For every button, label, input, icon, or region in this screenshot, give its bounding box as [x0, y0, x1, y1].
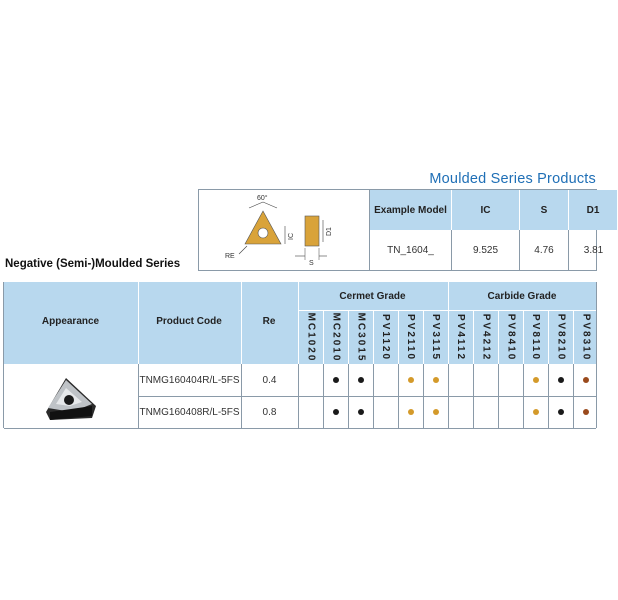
grade-cell — [398, 396, 423, 428]
grade-cell — [348, 396, 373, 428]
grade-label: PV8410 — [505, 313, 516, 361]
grade-header-pv8310 — [573, 312, 598, 362]
grade-header-pv8110 — [523, 312, 548, 362]
example-header-ic: IC — [452, 190, 520, 230]
insert-photo-icon — [36, 372, 106, 424]
grade-header-pv3115 — [423, 312, 448, 362]
grade-cell — [373, 396, 398, 428]
d1-label: D1 — [326, 227, 333, 236]
re-label: RE — [225, 253, 235, 260]
grade-cell — [398, 364, 423, 396]
side-view-icon — [305, 216, 319, 246]
grade-cell — [573, 396, 598, 428]
black-dot-icon — [333, 409, 339, 415]
grade-cell — [423, 364, 448, 396]
example-value-d1: 3.81 — [583, 244, 604, 256]
gold-dot-icon — [533, 377, 539, 383]
grade-header-mc2010 — [323, 312, 348, 362]
example-header-s: S — [520, 190, 569, 230]
grade-cell — [548, 396, 573, 428]
grade-cell — [523, 364, 548, 396]
grade-cell — [373, 364, 398, 396]
header-appearance: Appearance — [41, 316, 100, 327]
header-re: Re — [262, 316, 276, 327]
black-dot-icon — [558, 377, 564, 383]
grade-header-pv4112 — [448, 312, 473, 362]
grade-cell — [523, 396, 548, 428]
triangle-insert-icon — [245, 211, 281, 244]
header-product-code: Product Code — [156, 316, 222, 327]
gold-dot-icon — [433, 377, 439, 383]
grade-label: PV2110 — [405, 313, 417, 361]
product-code-cell: TNMG160408R/L-5FS — [139, 406, 240, 418]
re-cell: 0.8 — [262, 406, 277, 418]
grade-label: MC3015 — [355, 312, 366, 362]
gold-dot-icon — [433, 409, 439, 415]
example-value-ic: 9.525 — [452, 230, 520, 270]
black-dot-icon — [358, 409, 364, 415]
grade-header-pv8410 — [498, 312, 523, 362]
grade-cell — [448, 396, 473, 428]
grade-cell — [348, 364, 373, 396]
grade-label: PV8310 — [580, 313, 591, 361]
grade-header-mc1020 — [298, 312, 323, 362]
grade-cell — [473, 364, 498, 396]
brown-dot-icon — [583, 409, 589, 415]
example-box — [198, 189, 604, 271]
grade-label: PV4112 — [455, 313, 467, 361]
s-label: S — [309, 260, 314, 267]
grade-cell — [498, 364, 523, 396]
grade-label: PV1120 — [380, 313, 392, 361]
gold-dot-icon — [408, 409, 414, 415]
black-dot-icon — [558, 409, 564, 415]
grade-label: PV4212 — [480, 313, 491, 361]
product-code-cell: TNMG160404R/L-5FS — [139, 374, 240, 386]
grade-label: PV8110 — [530, 313, 542, 361]
grade-cell — [473, 396, 498, 428]
grade-header-mc3015 — [348, 312, 373, 362]
insert-diagram — [199, 190, 370, 270]
insert-drawing — [199, 190, 370, 270]
grade-cell — [548, 364, 573, 396]
grade-cell — [323, 364, 348, 396]
ic-label: IC — [288, 233, 295, 240]
grade-header-pv1120 — [373, 312, 398, 362]
black-dot-icon — [333, 377, 339, 383]
grade-cell — [298, 364, 323, 396]
header-carbide-grade: Carbide Grade — [487, 291, 557, 302]
brown-dot-icon — [583, 377, 589, 383]
example-header-model: Example Model — [370, 190, 452, 230]
grade-header-pv8210 — [548, 312, 573, 362]
product-table — [3, 282, 597, 428]
gold-dot-icon — [408, 377, 414, 383]
grade-cell — [448, 364, 473, 396]
grade-cell — [423, 396, 448, 428]
example-header-d1: D1 — [569, 190, 618, 230]
grade-label: MC1020 — [305, 312, 316, 362]
gold-dot-icon — [533, 409, 539, 415]
grade-cell — [323, 396, 348, 428]
series-title: Moulded Series Products — [429, 171, 596, 187]
black-dot-icon — [358, 377, 364, 383]
grade-cell — [298, 396, 323, 428]
insert-hole-icon — [258, 228, 268, 238]
header-cermet-grade: Cermet Grade — [339, 291, 406, 302]
grade-cell — [498, 396, 523, 428]
grade-cell — [573, 364, 598, 396]
grade-header-pv4212 — [473, 312, 498, 362]
example-value-model: TN_1604_ — [370, 230, 452, 270]
re-cell: 0.4 — [262, 374, 277, 386]
section-title: Negative (Semi-)Moulded Series — [5, 258, 181, 270]
grade-label: PV3115 — [430, 313, 442, 361]
grade-label: MC2010 — [330, 312, 341, 362]
example-table — [370, 190, 618, 270]
grade-header-pv2110 — [398, 312, 423, 362]
grade-label: PV8210 — [555, 313, 566, 361]
angle-label: 60° — [257, 195, 268, 202]
example-value-s: 4.76 — [520, 230, 569, 270]
